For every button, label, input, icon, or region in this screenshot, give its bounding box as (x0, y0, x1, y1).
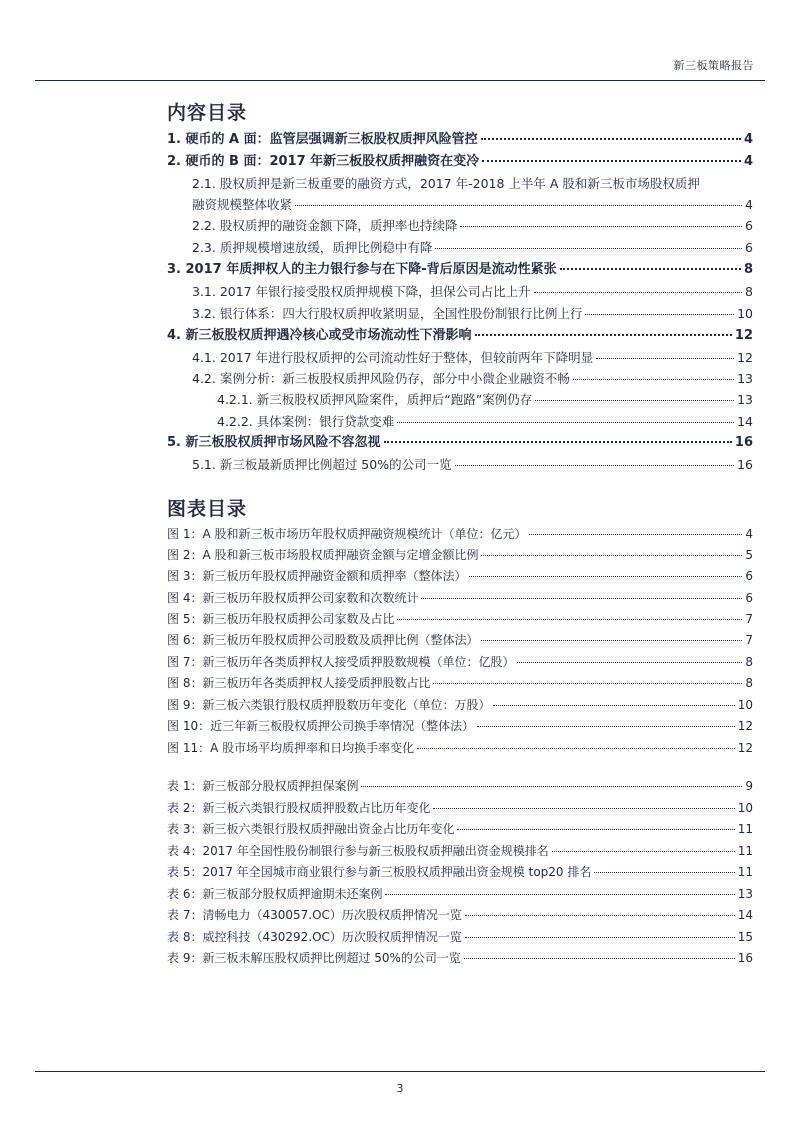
table-entry-page: 14 (737, 908, 753, 922)
toc-entry[interactable] (167, 328, 753, 344)
table-entry[interactable] (167, 821, 753, 837)
toc-entry[interactable] (192, 350, 753, 366)
toc-entry-page: 6 (745, 240, 753, 255)
dot-leader (535, 400, 734, 401)
toc-entry-page: 8 (743, 262, 753, 277)
toc-entry-text: 5.1. 新三板最新质押比例超过 50%的公司一览 (192, 457, 452, 472)
dot-leader (464, 958, 735, 959)
figure-entry-page: 7 (745, 612, 753, 626)
toc-entry-page: 16 (737, 457, 753, 472)
table-entry-page: 11 (737, 844, 753, 858)
toc-entry[interactable] (192, 284, 753, 300)
table-entry-page: 15 (737, 930, 753, 944)
figure-entry-text: 图 9：新三板六类银行股权质押股数历年变化（单位：万股） (167, 698, 491, 712)
table-entry-page: 16 (737, 951, 753, 965)
table-entry[interactable] (167, 843, 753, 859)
toc-entry-page: 4 (743, 154, 753, 169)
toc-entry-page: 10 (737, 306, 753, 321)
dot-leader (517, 662, 742, 663)
footer-divider (35, 1071, 765, 1072)
toc-entry[interactable] (217, 414, 753, 430)
dot-leader (433, 808, 734, 809)
table-entry-page: 10 (737, 801, 753, 815)
charts-title: 图表目录 (167, 498, 248, 520)
figure-entry-page: 6 (745, 591, 753, 605)
toc-entry-text: 1. 硬币的 A 面：监管层强调新三板股权质押风险管控 (167, 132, 478, 147)
table-entry-text: 表 1：新三板部分股权质押担保案例 (167, 779, 359, 793)
toc-entry-text: 2.3. 质押规模增速放缓，质押比例稳中有降 (192, 240, 433, 255)
table-entry-text: 表 6：新三板部分股权质押逾期未还案例 (167, 887, 383, 901)
toc-entry[interactable] (192, 218, 753, 234)
dot-leader (552, 851, 735, 852)
dot-leader (475, 334, 732, 336)
toc-entry-text: 3.2. 银行体系：四大行股权质押收紧明显，全国性股份制银行比例上行 (192, 306, 583, 321)
table-entry[interactable] (167, 778, 753, 794)
toc-entry-page: 13 (737, 392, 753, 407)
dot-leader (361, 786, 742, 787)
figure-entry-text: 图 6：新三板历年股权质押公司股数及质押比例（整体法） (167, 633, 479, 647)
toc-entry-text: 融资规模整体收紧 (192, 197, 293, 212)
figure-entry-page: 6 (745, 569, 753, 583)
dot-leader (481, 555, 742, 556)
dot-leader (433, 683, 742, 684)
toc-entry-text: 4. 新三板股权质押遇冷核心或受市场流动性下滑影响 (167, 328, 472, 343)
toc-entry-text: 5. 新三板股权质押市场风险不容忽视 (167, 435, 381, 450)
table-entry-text: 表 3：新三板六类银行股权质押融出资金占比历年变化 (167, 822, 455, 836)
dot-leader (295, 205, 742, 206)
dot-leader (493, 705, 734, 706)
dot-leader (465, 915, 735, 916)
table-entry[interactable] (167, 886, 753, 902)
toc-entry-page: 4 (743, 132, 753, 147)
dot-leader (477, 726, 735, 727)
dot-leader (435, 248, 742, 249)
table-entry[interactable] (167, 864, 753, 880)
dot-leader (385, 894, 734, 895)
toc-entry-page: 16 (734, 435, 753, 450)
header-report-type: 新三板策略报告 (673, 59, 754, 72)
toc-entry[interactable] (192, 457, 753, 473)
toc-entry-text: 4.2. 案例分析：新三板股权质押风险仍存，部分中小微企业融资不畅 (192, 371, 570, 386)
toc-entry[interactable] (167, 154, 753, 170)
table-entry-text: 表 8：威控科技（430292.OC）历次股权质押情况一览 (167, 930, 462, 944)
toc-entry[interactable] (192, 240, 753, 256)
toc-entry[interactable] (167, 262, 753, 278)
figure-entry-text: 图 10：近三年新三板股权质押公司换手率情况（整体法） (167, 719, 475, 733)
figure-entry-page: 12 (737, 741, 753, 755)
figure-entry-page: 8 (745, 676, 753, 690)
toc-entry-text: 3. 2017 年质押权人的主力银行参与在下降-背后原因是流动性紧张 (167, 262, 557, 277)
table-entry-text: 表 9：新三板未解压股权质押比例超过 50%的公司一览 (167, 951, 461, 965)
figure-entry[interactable] (167, 654, 753, 670)
dot-leader (534, 292, 742, 293)
figure-entry-text: 图 5：新三板历年股权质押公司家数及占比 (167, 612, 395, 626)
table-entry-text: 表 4：2017 年全国性股份制银行参与新三板股权质押融出资金规模排名 (167, 844, 549, 858)
figure-entry[interactable] (167, 718, 753, 734)
dot-leader (457, 829, 734, 830)
dot-leader (460, 226, 742, 227)
table-entry-text: 表 5：2017 年全国城市商业银行参与新三板股权质押融出资金规模 top20 排名 (167, 865, 592, 879)
toc-entry-text: 2.2. 股权质押的融资金额下降，质押率也持续降 (192, 218, 458, 233)
figure-entry-text: 图 1：A 股和新三板市场历年股权质押融资规模统计（单位：亿元） (167, 527, 527, 541)
header-divider (35, 80, 765, 81)
toc-entry[interactable] (167, 132, 753, 148)
dot-leader (560, 268, 741, 270)
figure-entry-page: 5 (745, 548, 753, 562)
toc-entry-page: 13 (737, 371, 753, 386)
figure-entry-text: 图 4：新三板历年股权质押公司家数和次数统计 (167, 591, 419, 605)
figure-entry-page: 7 (745, 633, 753, 647)
dot-leader (421, 598, 742, 599)
toc-entry[interactable] (192, 197, 753, 213)
dot-leader (573, 379, 734, 380)
figure-entry-text: 图 3：新三板历年股权质押融资金额和质押率（整体法） (167, 569, 467, 583)
dot-leader (384, 441, 732, 443)
table-entry[interactable] (167, 907, 753, 923)
toc-entry-page: 4 (745, 197, 753, 212)
figure-entry[interactable] (167, 568, 753, 584)
dot-leader (482, 160, 741, 162)
dot-leader (469, 576, 742, 577)
figure-entry[interactable] (167, 526, 753, 542)
figure-entry-text: 图 2：A 股和新三板市场股权质押融资金额与定增金额比例 (167, 548, 479, 562)
toc-entry-text: 3.1. 2017 年银行接受股权质押规模下降，担保公司占比上升 (192, 284, 531, 299)
dot-leader (397, 422, 734, 423)
figure-entry-page: 8 (745, 655, 753, 669)
table-entry[interactable] (167, 929, 753, 945)
toc-entry[interactable] (192, 306, 753, 322)
toc-entry-line1: 2.1. 股权质押是新三板重要的融资方式，2017 年-2018 上半年 A 股和新三板市场股权质押 (192, 176, 700, 191)
figure-entry[interactable] (167, 740, 753, 756)
toc-entry[interactable] (217, 392, 753, 408)
figure-entry-text: 图 8：新三板历年各类质押权人接受质押股数占比 (167, 676, 431, 690)
dot-leader (596, 358, 734, 359)
toc-entry-text: 4.2.1. 新三板股权质押风险案件，质押后“跑路”案例仍存 (217, 392, 533, 407)
toc-entry[interactable] (192, 371, 753, 387)
toc-entry-text: 2. 硬币的 B 面：2017 年新三板股权质押融资在变冷 (167, 154, 480, 169)
dot-leader (455, 465, 735, 466)
dot-leader (417, 748, 735, 749)
table-entry[interactable] (167, 800, 753, 816)
dot-leader (481, 640, 742, 641)
figure-entry[interactable] (167, 675, 753, 691)
table-entry-page: 13 (737, 887, 753, 901)
dot-leader (465, 937, 735, 938)
figure-entry-page: 10 (737, 698, 753, 712)
page-number: 3 (396, 1082, 404, 1095)
toc-entry-page: 6 (745, 218, 753, 233)
figure-entry-page: 4 (745, 527, 753, 541)
dot-leader (585, 314, 734, 315)
contents-title: 内容目录 (167, 102, 248, 124)
figure-entry[interactable] (167, 632, 753, 648)
table-entry-page: 11 (737, 822, 753, 836)
figure-entry[interactable] (167, 547, 753, 563)
toc-entry-page: 12 (734, 328, 753, 343)
table-entry-text: 表 7：清畅电力（430057.OC）历次股权质押情况一览 (167, 908, 462, 922)
toc-entry-text: 4.2.2. 具体案例：银行贷款变难 (217, 414, 395, 429)
toc-entry-text: 4.1. 2017 年进行股权质押的公司流动性好于整体，但较前两年下降明显 (192, 350, 594, 365)
table-entry[interactable] (167, 950, 753, 966)
figure-entry[interactable] (167, 611, 753, 627)
table-entry-page: 9 (745, 779, 753, 793)
figure-entry-text: 图 11：A 股市场平均质押率和日均换手率变化 (167, 741, 415, 755)
figure-entry-page: 12 (737, 719, 753, 733)
dot-leader (481, 138, 741, 140)
table-entry-text: 表 2：新三板六类银行股权质押股数占比历年变化 (167, 801, 431, 815)
dot-leader (594, 872, 734, 873)
table-entry-page: 11 (737, 865, 753, 879)
figure-entry-text: 图 7：新三板历年各类质押权人接受质押股数规模（单位：亿股） (167, 655, 515, 669)
dot-leader (529, 534, 742, 535)
toc-entry-page: 14 (737, 414, 753, 429)
figure-entry[interactable] (167, 697, 753, 713)
toc-entry-page: 8 (745, 284, 753, 299)
dot-leader (397, 619, 742, 620)
toc-entry-page: 12 (737, 350, 753, 365)
toc-entry[interactable] (167, 435, 753, 451)
figure-entry[interactable] (167, 590, 753, 606)
